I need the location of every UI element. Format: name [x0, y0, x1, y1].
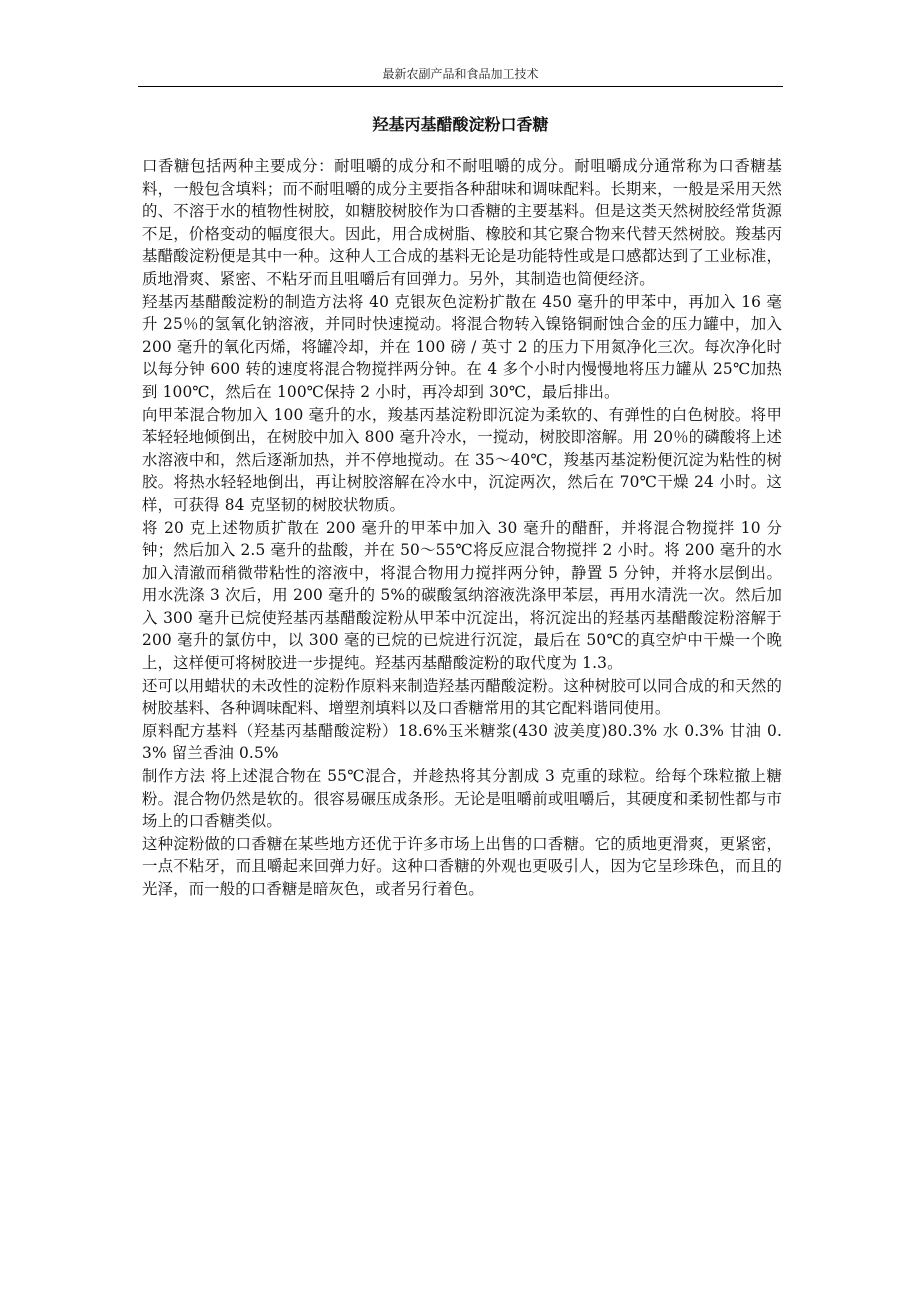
document-body [142, 155, 782, 901]
paragraph-advantages: 这种淀粉做的口香糖在某些地方还优于许多市场上出售的口香糖。它的质地更滑爽，更紧密，一点不粘牙，而且嚼起来回弹力好。这种口香糖的外观也更吸引人，因为它呈珍珠色，而且的光泽，而一般的口香糖是暗灰色，或者另行着色。 [142, 834, 782, 898]
paragraph-intro: 口香糖包括两种主要成分：耐咀嚼的成分和不耐咀嚼的成分。耐咀嚼成分通常称为口香糖基料，一般包含填料；而不耐咀嚼的成分主要指各种甜味和调味配料。长期来，一般是采用天然的、不溶于水的植物性树胶，如糖胶树胶作为口香糖的主要基料。但是这类天然树胶经常货源不足，价格变动的幅度很大。因此，用合成树脂、橡胶和其它聚合物来代替天然树胶。羧基丙基醋酸淀粉便是其中一种。这种人工合成的基料无论是功能特性或是口感都达到了工业标准，质地滑爽、紧密、不粘牙而且咀嚼后有回弹力。另外，其制造也简便经济。 [142, 157, 782, 288]
paragraph-formula: 原料配方基料（羟基丙基醋酸淀粉）18.6%玉米糖浆(430 波美度)80.3% 水 0.3% 甘油 0.3% 留兰香油 0.5% [142, 721, 782, 763]
paragraph-acetylation: 将 20 克上述物质扩散在 200 毫升的甲苯中加入 30 毫升的醋酐，并将混合物搅拌 10 分钟；然后加入 2.5 毫升的盐酸，并在 50～55℃将反应混合物搅拌 2 小时。将 200 毫升的水加入清澈而稍微带粘性的溶液中，将混合物用力搅拌两分钟，静置 5 分钟，并将水层倒出。用水洗涤 3 次后，用 200 毫升的 5%的碳酸氢纳溶液洗涤甲苯层，再用水清洗一次。然后加入 300 毫升已烷使羟基丙基醋酸淀粉从甲苯中沉淀出，将沉淀出的羟基丙基醋酸淀粉溶解于 200 毫升的氯仿中，以 300 毫的已烷的已烷进行沉淀，最后在 50℃的真空炉中干燥一个晚上，这样便可将树胶进一步提纯。羟基丙基醋酸淀粉的取代度为 1.3。 [142, 518, 782, 673]
paragraph-precipitation: 向甲苯混合物加入 100 毫升的水，羧基丙基淀粉即沉淀为柔软的、有弹性的白色树胶。将甲苯轻轻地倾倒出，在树胶中加入 800 毫升冷水，一搅动，树胶即溶解。用 20％的磷酸将上述水溶液中和，然后逐渐加热，并不停地搅动。在 35～40℃，羧基丙基淀粉便沉淀为粘性的树胶。将热水轻轻地倒出，再让树胶溶解在冷水中，沉淀两次，然后在 70℃干燥 24 小时。这样，可获得 84 克坚韧的树胶状物质。 [142, 405, 782, 514]
document-title: 羟基丙基醋酸淀粉口香糖 [372, 115, 549, 134]
running-header: 最新农副产品和食品加工技术 [382, 67, 539, 81]
paragraph-method: 制作方法 将上述混合物在 55℃混合，并趁热将其分割成 3 克重的球粒。给每个珠粒撤上糖粉。混合物仍然是软的。很容易碾压成条形。无论是咀嚼前或咀嚼后，其硬度和柔韧性都与市场上的口香糖类似。 [142, 767, 782, 831]
paragraph-manufacture: 羟基丙基醋酸淀粉的制造方法将 40 克银灰色淀粉扩散在 450 毫升的甲苯中，再加入 16 毫升 25％的氢氧化钠溶液，并同时快速搅动。将混合物转入镍铬铜耐蚀合金的压力罐中，加入 200 毫升的氧化丙烯，将罐冷却，并在 100 磅 / 英寸 2 的压力下用氮净化三次。每次净化时以每分钟 600 转的速度将混合物搅拌两分钟。在 4 多个小时内慢慢地将压力罐从 25℃加热到 100℃，然后在 100℃保持 2 小时，再冷却到 30℃，最后排出。 [142, 292, 782, 401]
header-rule [138, 86, 783, 87]
paragraph-alternative-source: 还可以用蜡状的未改性的淀粉作原料来制造羟基丙醋酸淀粉。这种树胶可以同合成的和天然的树胶基料、各种调味配料、增塑剂填料以及口香糖常用的其它配料谐同使用。 [142, 676, 782, 718]
